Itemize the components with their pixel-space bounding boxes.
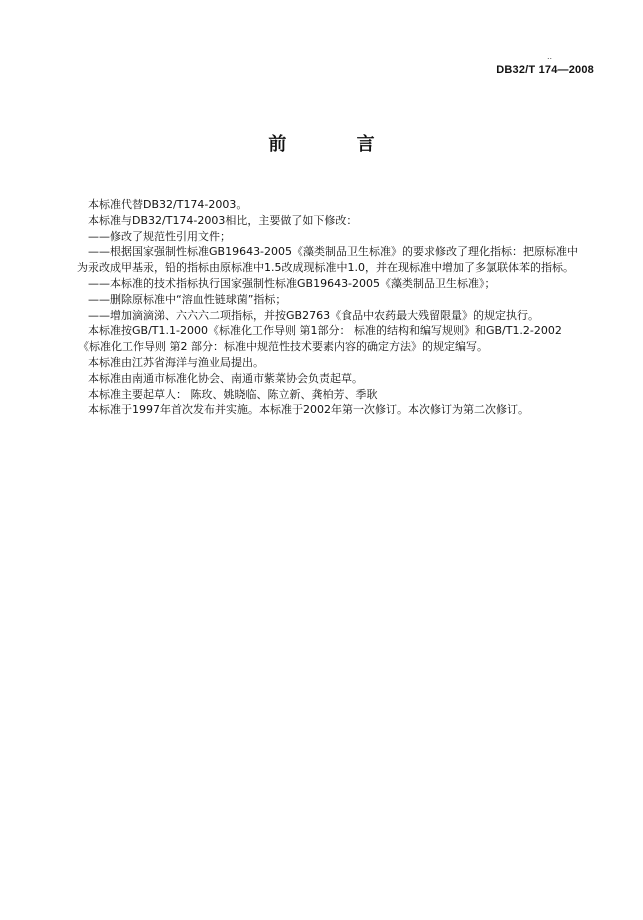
list-item: ——修改了规范性引用文件； xyxy=(88,229,231,243)
paragraph: 本标准按GB/T1.1-2000《标准化工作导则 第1部分： 标准的结构和编写规则》和GB/T1.2-2002 xyxy=(88,324,562,338)
paragraph: 本标准由南通市标准化协会、南通市紫菜协会负责起草。 xyxy=(88,371,363,385)
paragraph-continuation: 《标准化工作导则 第2 部分：标准中规范性技术要素内容的确定方法》的规定编写。 xyxy=(78,340,488,354)
list-item: ——根据国家强制性标准GB19643-2005《藻类制品卫生标准》的要求修改了理化指标：把原标准中 xyxy=(88,245,579,259)
paragraph: 本标准与DB32/T174-2003相比，主要做了如下修改： xyxy=(88,213,358,227)
list-item: ——增加滴滴涕、六六六二项指标，并按GB2763《食品中农药最大残留限量》的规定执行。 xyxy=(88,308,540,322)
paragraph: 本标准由江苏省海洋与渔业局提出。 xyxy=(88,355,264,369)
list-item: ——删除原标准中“溶血性链球菌”指标； xyxy=(88,292,287,306)
document-number: DB32/T 174—2008 xyxy=(496,64,594,76)
paragraph: 本标准主要起草人： 陈玫、姚晓临、陈立新、龚柏芳、季耿 xyxy=(88,387,378,401)
foreword-body xyxy=(77,197,613,418)
list-item: ——本标准的技术指标执行国家强制性标准GB19643-2005《藻类制品卫生标准》； xyxy=(88,276,496,290)
paragraph-continuation: 为汞改成甲基汞，铅的指标由原标准中1.5改成现标准中1.0，并在现标准中增加了多氯联体苯的指标。 xyxy=(77,261,574,275)
header-mark: .. xyxy=(547,52,553,61)
paragraph: 本标准代替DB32/T174-2003。 xyxy=(88,198,248,211)
page-title: 前 言 xyxy=(268,134,407,155)
paragraph: 本标准于1997年首次发布并实施。本标准于2002年第一次修订。本次修订为第二次修订。 xyxy=(88,403,529,417)
